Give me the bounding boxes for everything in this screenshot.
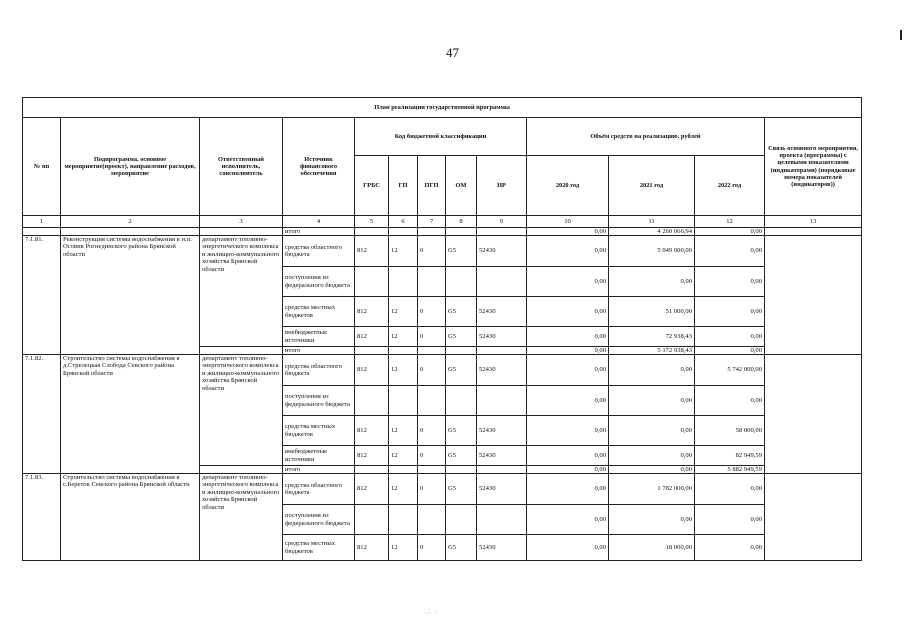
value-2022: 0,00 [695, 386, 765, 416]
code-pgp: 0 [418, 355, 446, 386]
code-grbs [355, 267, 389, 297]
total-2020: 0,00 [527, 347, 609, 355]
project-executor: департамент топливно-энергетического комплекса и жилищно-коммунального хозяйства Брянской области [200, 474, 283, 561]
column-number: 10 [527, 216, 609, 228]
code-nr: 52430 [477, 355, 527, 386]
value-2021: 0,00 [609, 386, 695, 416]
project-executor: департамент топливно-энергетического комплекса и жилищно-коммунального хозяйства Брянской области [200, 355, 283, 466]
total-2020: 0,00 [527, 466, 609, 474]
code-nr [477, 386, 527, 416]
total-2021: 4 260 066,94 [609, 228, 695, 236]
value-2020: 0,00 [527, 267, 609, 297]
header-executor: Ответственный исполнитель, соисполнитель [200, 118, 283, 216]
funding-source: поступления из федерального бюджета [283, 267, 355, 297]
header-gp: ГП [389, 156, 418, 216]
code-nr: 52430 [477, 535, 527, 561]
code-om: G5 [446, 327, 477, 347]
funding-source: поступления из федерального бюджета [283, 505, 355, 535]
value-2021: 0,00 [609, 267, 695, 297]
funding-source: внебюджетные источники [283, 446, 355, 466]
code-gp [389, 267, 418, 297]
funding-source: средства областного бюджета [283, 236, 355, 267]
indicator-link [765, 474, 862, 561]
value-2020: 0,00 [527, 297, 609, 327]
code-pgp: 0 [418, 446, 446, 466]
code-om: G5 [446, 446, 477, 466]
indicator-link [765, 355, 862, 474]
code-nr: 52430 [477, 297, 527, 327]
code-pgp: 0 [418, 327, 446, 347]
code-pgp: 0 [418, 416, 446, 446]
header-num: № пп [23, 118, 61, 216]
table-header [23, 98, 862, 228]
code-grbs: 812 [355, 535, 389, 561]
project-executor: департамент топливно-энергетического комплекса и жилищно-коммунального хозяйства Брянской области [200, 236, 283, 347]
code-gp: 12 [389, 416, 418, 446]
value-2022: 0,00 [695, 535, 765, 561]
code-om: G5 [446, 236, 477, 267]
header-2021: 2021 год [609, 156, 695, 216]
value-2022: 0,00 [695, 327, 765, 347]
code-gp: 12 [389, 446, 418, 466]
table-row [23, 474, 862, 505]
total-label: итого [283, 466, 355, 474]
funding-source: внебюджетные источники [283, 327, 355, 347]
value-2022: 5 742 000,00 [695, 355, 765, 386]
table-body [23, 228, 862, 561]
total-row [23, 228, 862, 236]
code-grbs: 812 [355, 446, 389, 466]
code-nr [477, 505, 527, 535]
column-number: 4 [283, 216, 355, 228]
code-grbs: 812 [355, 236, 389, 267]
value-2021: 72 938,43 [609, 327, 695, 347]
code-om: G5 [446, 474, 477, 505]
code-om: G5 [446, 416, 477, 446]
code-nr: 52430 [477, 474, 527, 505]
table-title: План реализации государственной программы [23, 98, 862, 118]
value-2022: 0,00 [695, 297, 765, 327]
column-number: 11 [609, 216, 695, 228]
code-gp: 12 [389, 535, 418, 561]
code-gp [389, 505, 418, 535]
total-label: итого [283, 347, 355, 355]
budget-plan-table [22, 97, 862, 561]
scan-edge-mark [900, 30, 902, 40]
code-gp: 12 [389, 327, 418, 347]
project-name: Реконструкция системы водоснабжения в н.п. Осовик Рогнединского района Брянской области [61, 236, 200, 355]
funding-source: средства местных бюджетов [283, 535, 355, 561]
total-2022: 5 882 949,59 [695, 466, 765, 474]
code-gp [389, 386, 418, 416]
column-number: 13 [765, 216, 862, 228]
column-number-row [23, 216, 862, 228]
code-grbs: 812 [355, 474, 389, 505]
value-2020: 0,00 [527, 236, 609, 267]
code-pgp [418, 267, 446, 297]
code-pgp [418, 386, 446, 416]
value-2022: 0,00 [695, 505, 765, 535]
header-budget-code: Код бюджетной классификации [355, 118, 527, 156]
column-number: 7 [418, 216, 446, 228]
value-2020: 0,00 [527, 327, 609, 347]
total-label: итого [283, 228, 355, 236]
code-gp: 12 [389, 355, 418, 386]
value-2021: 5 049 000,00 [609, 236, 695, 267]
header-om: ОМ [446, 156, 477, 216]
total-2022: 0,00 [695, 228, 765, 236]
code-pgp: 0 [418, 474, 446, 505]
value-2021: 18 000,00 [609, 535, 695, 561]
column-number: 1 [23, 216, 61, 228]
value-2022: 0,00 [695, 474, 765, 505]
code-om [446, 267, 477, 297]
project-name: Строительство системы водоснабжения в с.Береток Севского района Брянской области [61, 474, 200, 561]
value-2021: 0,00 [609, 355, 695, 386]
code-grbs: 812 [355, 327, 389, 347]
funding-source: поступления из федерального бюджета [283, 386, 355, 416]
project-name: Строительство системы водоснабжения в д.Стрелецкая Слобода Севского района Брянской области [61, 355, 200, 474]
column-number: 6 [389, 216, 418, 228]
funding-source: средства областного бюджета [283, 355, 355, 386]
header-link: Связь основного мероприятия, проекта (программы) с целевыми показателями (индикаторами) (порядковые номера показателей (индикаторов)) [765, 118, 862, 216]
column-number: 2 [61, 216, 200, 228]
total-2021: 5 172 938,43 [609, 347, 695, 355]
code-nr: 52430 [477, 416, 527, 446]
table-row [23, 355, 862, 386]
value-2022: 0,00 [695, 267, 765, 297]
code-nr: 52430 [477, 446, 527, 466]
funding-source: средства областного бюджета [283, 474, 355, 505]
code-om: G5 [446, 297, 477, 327]
total-2021: 0,00 [609, 466, 695, 474]
code-grbs: 812 [355, 297, 389, 327]
code-om: G5 [446, 535, 477, 561]
value-2020: 0,00 [527, 416, 609, 446]
value-2020: 0,00 [527, 474, 609, 505]
value-2022: 0,00 [695, 236, 765, 267]
code-om [446, 505, 477, 535]
header-nr: НР [477, 156, 527, 216]
code-gp: 12 [389, 474, 418, 505]
project-num: 7.1.83. [23, 474, 61, 561]
header-grbs: ГРБС [355, 156, 389, 216]
header-2020: 2020 год [527, 156, 609, 216]
header-pgp: ПГП [418, 156, 446, 216]
code-grbs [355, 505, 389, 535]
footer-scan-mark: .: . [425, 606, 438, 615]
code-nr: 52430 [477, 236, 527, 267]
header-2022: 2022 год [695, 156, 765, 216]
column-number: 5 [355, 216, 389, 228]
code-gp: 12 [389, 236, 418, 267]
value-2020: 0,00 [527, 535, 609, 561]
code-grbs: 812 [355, 416, 389, 446]
funding-source: средства местных бюджетов [283, 416, 355, 446]
funding-source: средства местных бюджетов [283, 297, 355, 327]
code-om [446, 386, 477, 416]
code-om: G5 [446, 355, 477, 386]
code-pgp: 0 [418, 297, 446, 327]
value-2020: 0,00 [527, 505, 609, 535]
code-nr [477, 267, 527, 297]
column-number: 9 [477, 216, 527, 228]
table-row [23, 236, 862, 267]
value-2020: 0,00 [527, 355, 609, 386]
header-subprogram: Подпрограмма, основное мероприятие(проект), направление расходов, мероприятие [61, 118, 200, 216]
value-2021: 1 782 000,00 [609, 474, 695, 505]
value-2021: 0,00 [609, 446, 695, 466]
code-pgp: 0 [418, 236, 446, 267]
value-2022: 58 000,00 [695, 416, 765, 446]
total-2020: 0,00 [527, 228, 609, 236]
column-number: 3 [200, 216, 283, 228]
project-num: 7.1.82. [23, 355, 61, 474]
code-gp: 12 [389, 297, 418, 327]
total-2022: 0,00 [695, 347, 765, 355]
value-2020: 0,00 [527, 386, 609, 416]
project-num: 7.1.81. [23, 236, 61, 355]
value-2022: 82 949,59 [695, 446, 765, 466]
value-2021: 0,00 [609, 505, 695, 535]
code-grbs [355, 386, 389, 416]
column-number: 8 [446, 216, 477, 228]
value-2021: 51 000,00 [609, 297, 695, 327]
page-number: 47 [446, 45, 459, 60]
header-source: Источник финансового обеспечения [283, 118, 355, 216]
code-nr: 52430 [477, 327, 527, 347]
column-number: 12 [695, 216, 765, 228]
value-2021: 0,00 [609, 416, 695, 446]
code-pgp [418, 505, 446, 535]
value-2020: 0,00 [527, 446, 609, 466]
code-grbs: 812 [355, 355, 389, 386]
header-volume: Объём средств на реализацию, рублей [527, 118, 765, 156]
indicator-link [765, 236, 862, 355]
code-pgp: 0 [418, 535, 446, 561]
